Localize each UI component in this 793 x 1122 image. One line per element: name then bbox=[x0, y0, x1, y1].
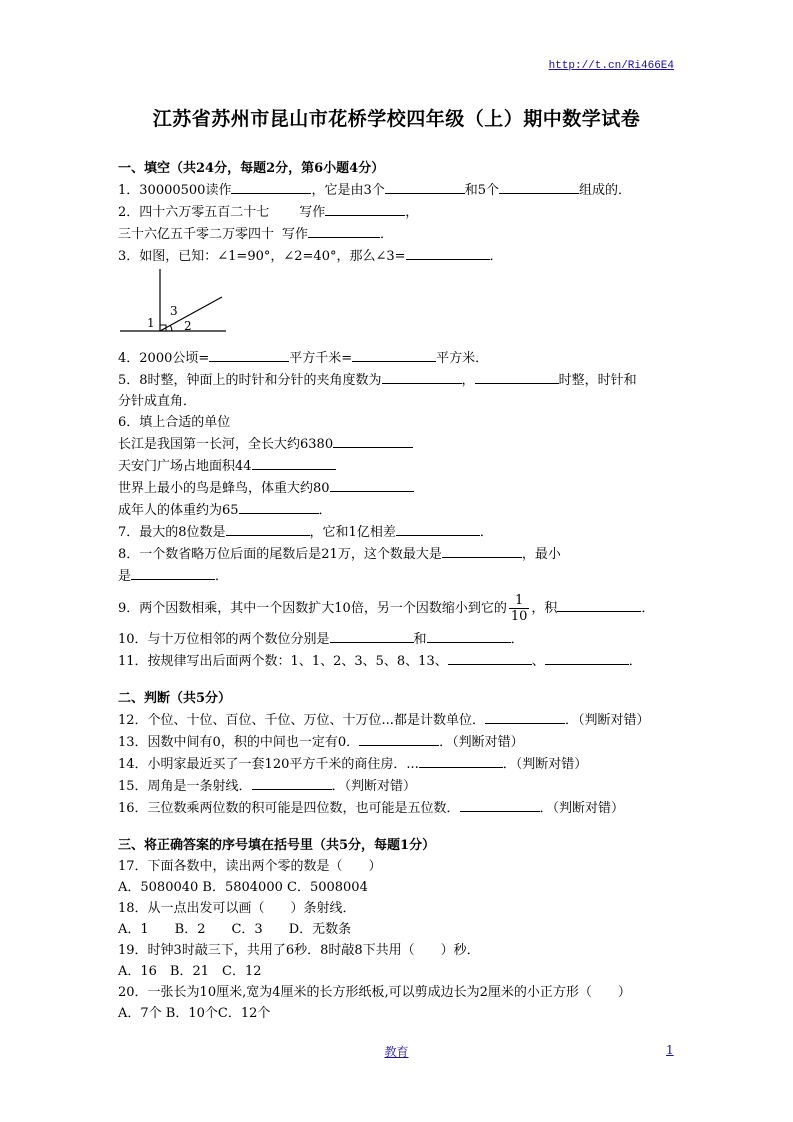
question-17-options: A．5080040 B．5804000 C．5008004 bbox=[118, 880, 368, 895]
question-2b bbox=[118, 223, 678, 245]
question-10 bbox=[118, 628, 678, 650]
question-text: 是 bbox=[118, 569, 132, 584]
question-7 bbox=[118, 521, 678, 543]
question-6b bbox=[118, 455, 678, 477]
question-text: 1．30000500读作 bbox=[118, 183, 232, 198]
question-text: ． bbox=[318, 503, 332, 518]
header-link[interactable]: http://t.cn/Ri466E4 bbox=[548, 60, 674, 72]
question-13 bbox=[118, 731, 678, 753]
question-text: ． bbox=[380, 227, 394, 242]
question-text: ，积 bbox=[531, 601, 558, 616]
answer-blank[interactable] bbox=[406, 245, 490, 260]
angle-figure bbox=[118, 267, 678, 347]
question-text: 、 bbox=[531, 654, 545, 669]
question-text: 和5个 bbox=[464, 183, 500, 198]
question-text: ，最小 bbox=[521, 547, 561, 562]
footer-link[interactable]: 教育 bbox=[384, 1045, 409, 1059]
question-15 bbox=[118, 775, 678, 797]
question-text: 平方千米= bbox=[289, 351, 353, 366]
fraction-numerator: 1 bbox=[509, 593, 530, 609]
answer-blank[interactable] bbox=[385, 179, 465, 194]
question-text: 11．按规律写出后面两个数：1、1、2、3、5、8、13、 bbox=[118, 654, 448, 669]
question-text: 7．最大的8位数是 bbox=[118, 525, 226, 540]
answer-blank[interactable] bbox=[333, 433, 413, 448]
question-text: ．（判断对错） bbox=[502, 757, 588, 772]
answer-blank[interactable] bbox=[252, 775, 332, 790]
question-text: ． bbox=[489, 249, 503, 264]
question-5a bbox=[118, 369, 678, 391]
question-6c bbox=[118, 477, 678, 499]
question-6a bbox=[118, 433, 678, 455]
question-18: 18．从一点出发可以画（ ）条射线． bbox=[118, 901, 356, 916]
question-text: ． bbox=[215, 569, 229, 584]
question-text: 长江是我国第一长河，全长大约6380 bbox=[118, 437, 334, 452]
question-text: 2．四十六万零五百二十七 bbox=[118, 205, 270, 220]
question-12 bbox=[118, 709, 678, 731]
page-title: 江苏省苏州市昆山市花桥学校四年级（上）期中数学试卷 bbox=[152, 108, 641, 130]
question-text: 8．一个数省略万位后面的尾数后是21万，这个数最大是 bbox=[118, 547, 442, 562]
question-5b: 分针成直角． bbox=[118, 394, 197, 409]
question-3 bbox=[118, 245, 678, 267]
fraction-denominator: 10 bbox=[510, 609, 528, 624]
question-text: ． bbox=[628, 654, 642, 669]
question-8a bbox=[118, 543, 678, 565]
question-text: 时整，时针和 bbox=[558, 373, 637, 388]
question-17: 17．下面各数中，读出两个零的数是（ ） bbox=[118, 859, 382, 874]
angle-label-1: 1 bbox=[147, 316, 155, 330]
answer-blank[interactable] bbox=[382, 369, 462, 384]
answer-blank[interactable] bbox=[499, 179, 579, 194]
question-text: ， bbox=[461, 373, 475, 388]
answer-blank[interactable] bbox=[226, 521, 310, 536]
question-text: 3．如图，已知：∠1=90°，∠2=40°，那么∠3= bbox=[118, 249, 406, 264]
question-20-options: A．7个 B．10个C．12个 bbox=[118, 1006, 271, 1021]
answer-blank[interactable] bbox=[308, 223, 380, 238]
fraction bbox=[509, 593, 530, 624]
question-text: 14．小明家最近买了一套120平方千米的商住房．... bbox=[118, 757, 419, 772]
answer-blank[interactable] bbox=[442, 543, 522, 558]
answer-blank[interactable] bbox=[330, 477, 414, 492]
answer-blank[interactable] bbox=[330, 628, 414, 643]
angle-arc bbox=[170, 325, 172, 331]
question-text: 写作 bbox=[282, 227, 309, 242]
answer-blank[interactable] bbox=[352, 347, 436, 362]
question-text: 15．周角是一条射线． bbox=[118, 779, 252, 794]
question-6d bbox=[118, 499, 678, 521]
question-text: ， bbox=[405, 205, 419, 220]
section-heading: 三、将正确答案的序号填在括号里（共5分，每题1分） bbox=[118, 838, 436, 853]
answer-blank[interactable] bbox=[252, 455, 336, 470]
angle-label-2: 2 bbox=[184, 319, 192, 333]
question-text: 16．三位数乘两位数的积可能是四位数，也可能是五位数． bbox=[118, 801, 460, 816]
question-text: 平方米． bbox=[436, 351, 489, 366]
answer-blank[interactable] bbox=[325, 201, 405, 216]
answer-blank[interactable] bbox=[545, 650, 629, 665]
question-11 bbox=[118, 650, 678, 672]
question-text: 13．因数中间有0，积的中间也一定有0． bbox=[118, 735, 360, 750]
question-text: ．（判断对错） bbox=[539, 801, 625, 816]
section-heading: 一、填空（共24分，每题2分，第6小题4分） bbox=[118, 161, 385, 176]
section-heading: 二、判断（共5分） bbox=[118, 691, 232, 706]
answer-blank[interactable] bbox=[131, 565, 215, 580]
question-text: ．（判断对错） bbox=[331, 779, 417, 794]
question-16 bbox=[118, 797, 678, 819]
question-19: 19．时钟3时敲三下，共用了6秒．8时敲8下共用（ ）秒． bbox=[118, 943, 480, 958]
answer-blank[interactable] bbox=[448, 650, 532, 665]
angle-label-3: 3 bbox=[170, 304, 178, 318]
question-text: 12．个位、十位、百位、千位、万位、十万位...都是计数单位． bbox=[118, 713, 485, 728]
question-18-options: A．1 B．2 C．3 D．无数条 bbox=[118, 922, 352, 937]
question-text: 三十六亿五千零二万零四十 bbox=[118, 227, 275, 242]
angle-diagram bbox=[118, 267, 238, 347]
answer-blank[interactable] bbox=[239, 499, 319, 514]
question-8b bbox=[118, 565, 678, 587]
question-text: 9．两个因数相乘，其中一个因数扩大10倍，另一个因数缩小到它的 bbox=[118, 601, 507, 616]
question-text: 写作 bbox=[299, 205, 326, 220]
question-text: 4．2000公顷= bbox=[118, 351, 210, 366]
exam-content bbox=[118, 158, 678, 1024]
answer-blank[interactable] bbox=[460, 797, 540, 812]
question-6: 6．填上合适的单位 bbox=[118, 415, 231, 430]
answer-blank[interactable] bbox=[557, 597, 641, 612]
question-1 bbox=[118, 179, 678, 201]
question-text: 和 bbox=[413, 632, 427, 647]
question-9 bbox=[118, 593, 678, 624]
answer-blank[interactable] bbox=[396, 521, 480, 536]
question-text: 10．与十万位相邻的两个数位分别是 bbox=[118, 632, 330, 647]
answer-blank[interactable] bbox=[209, 347, 289, 362]
question-text: 组成的． bbox=[579, 183, 632, 198]
answer-blank[interactable] bbox=[419, 753, 503, 768]
question-text: ． bbox=[641, 601, 655, 616]
question-text: ，它和1亿相差 bbox=[309, 525, 396, 540]
question-14 bbox=[118, 753, 678, 775]
answer-blank[interactable] bbox=[359, 731, 439, 746]
question-text: ． bbox=[479, 525, 493, 540]
question-text: 天安门广场占地面积44 bbox=[118, 459, 252, 474]
question-text: 5．8时整，钟面上的时针和分针的夹角度数为 bbox=[118, 373, 382, 388]
question-19-options: A．16 B．21 C．12 bbox=[118, 964, 262, 979]
answer-blank[interactable] bbox=[475, 369, 559, 384]
question-text: 成年人的体重约为65 bbox=[118, 503, 239, 518]
answer-blank[interactable] bbox=[427, 628, 511, 643]
question-text: ，它是由3个 bbox=[311, 183, 385, 198]
question-2a bbox=[118, 201, 678, 223]
question-20: 20．一张长为10厘米,宽为4厘米的长方形纸板,可以剪成边长为2厘米的小正方形（ ） bbox=[118, 985, 631, 1000]
answer-blank[interactable] bbox=[231, 179, 311, 194]
answer-blank[interactable] bbox=[485, 709, 565, 724]
question-text: ． bbox=[510, 632, 524, 647]
question-text: ．（判断对错） bbox=[439, 735, 524, 750]
question-text: 世界上最小的鸟是蜂鸟，体重大约80 bbox=[118, 481, 330, 496]
page-number: 1 bbox=[666, 1043, 674, 1057]
question-4 bbox=[118, 347, 678, 369]
question-text: ．（判断对错） bbox=[564, 713, 650, 728]
